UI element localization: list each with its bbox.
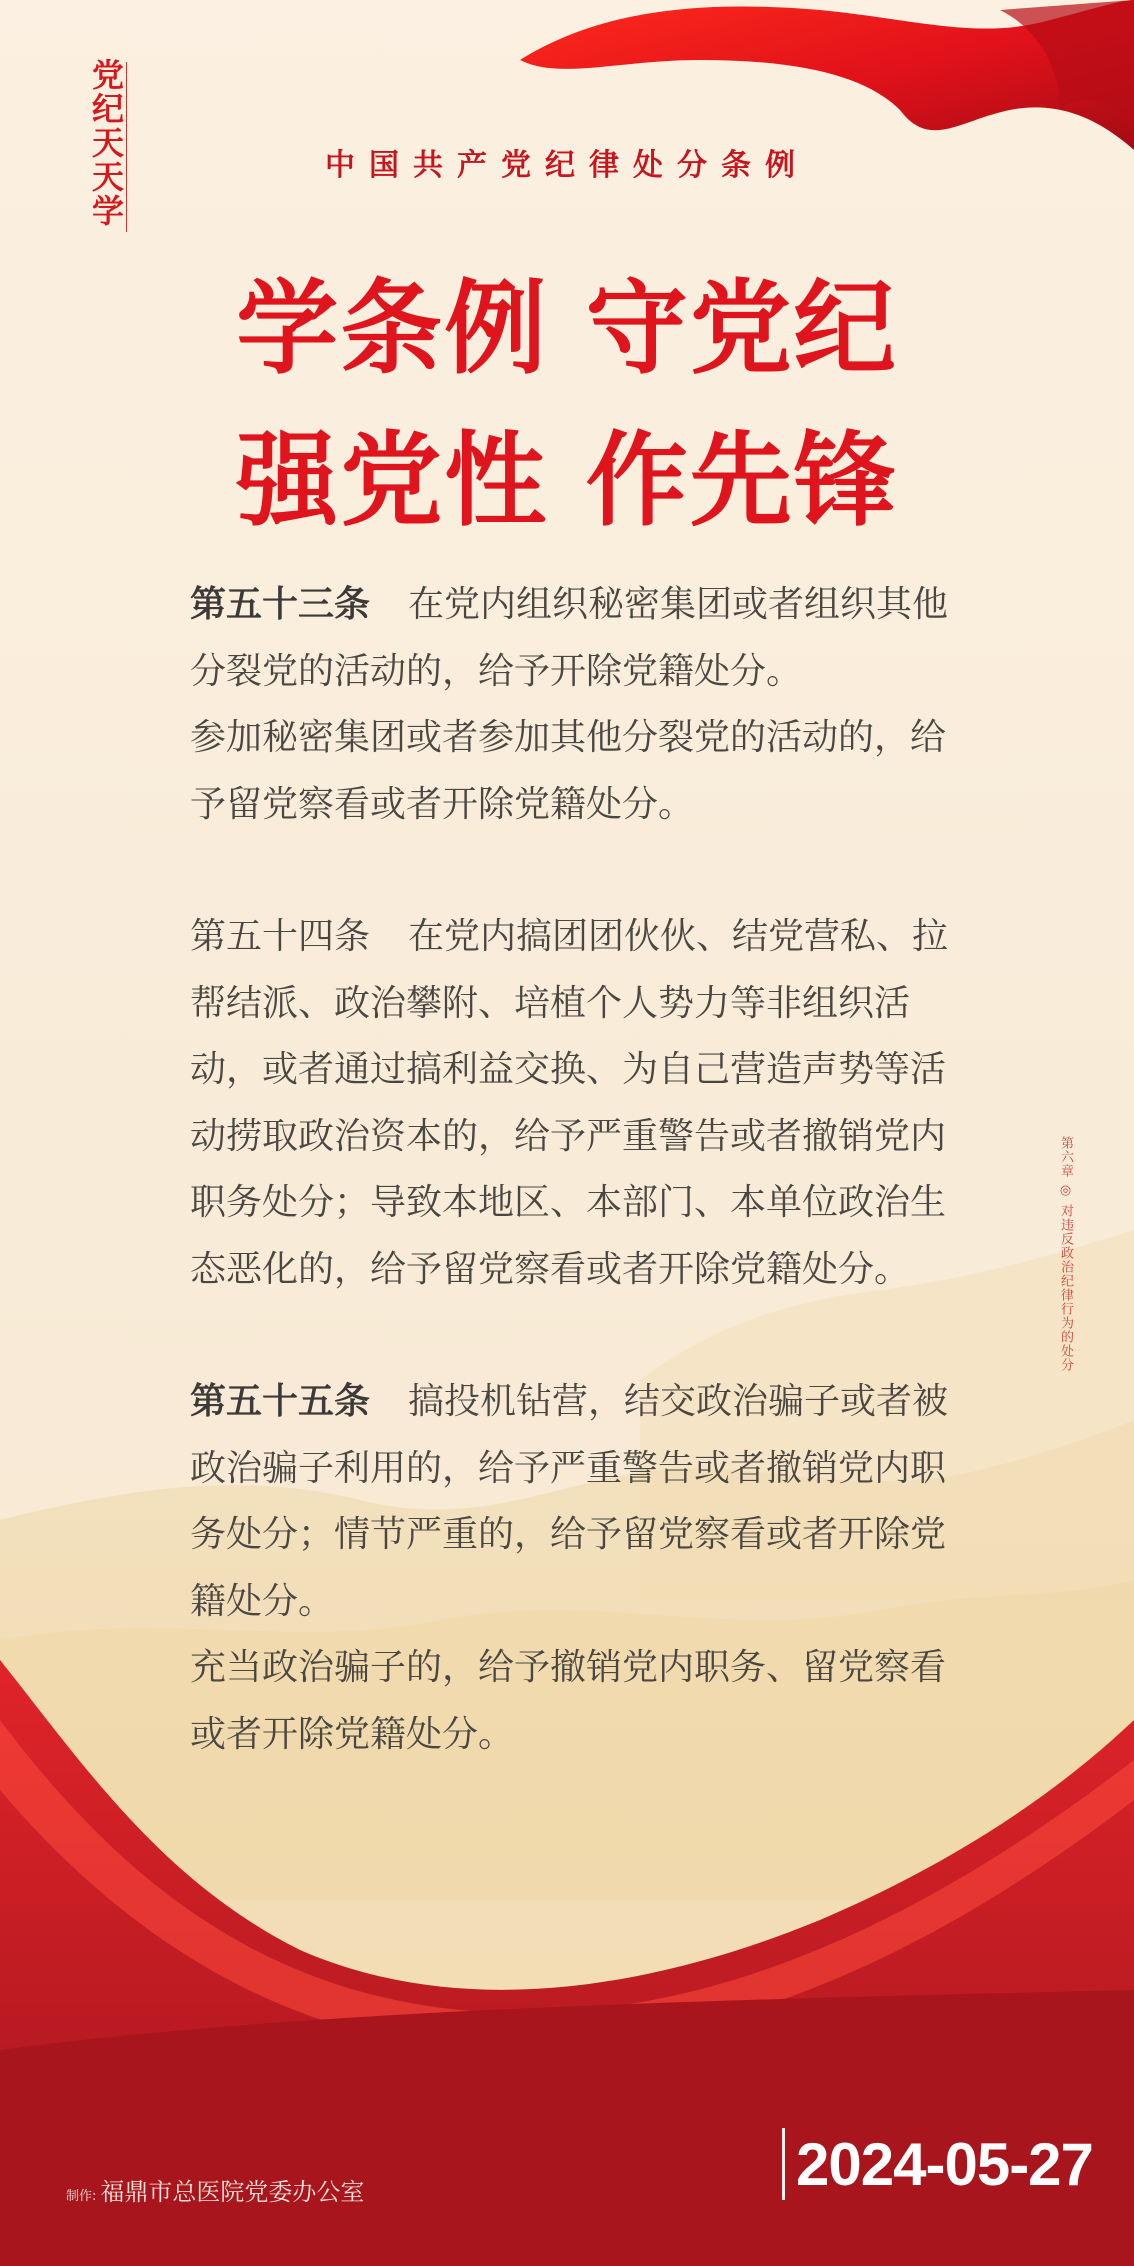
headline-line-2: 强党性 作先锋: [236, 422, 898, 541]
maker-label: 制作:: [66, 2189, 97, 2204]
regulation-title: 中国共产党纪律处分条例: [325, 148, 809, 183]
article-55: [190, 1369, 950, 1635]
article-text: 在党内组织秘密集团或者组织其他分裂党的活动的，给予开除党籍处分。: [190, 584, 949, 692]
article-text: 搞投机钻营，结交政治骗子或者被政治骗子利用的，给予严重警告或者撤销党内职务处分；情节严重的，给予留党察看或者开除党籍处分。: [190, 1381, 949, 1622]
article-55-extra: 充当政治骗子的，给予撤销党内职务、留党察看或者开除党籍处分。: [190, 1647, 947, 1755]
organization-name: 福鼎市总医院党委办公室: [100, 2178, 365, 2206]
chapter-side-note: 第六章 ◎ 对违反政治纪律行为的处分: [1058, 1136, 1073, 1373]
article-number: 第五十四条: [190, 916, 371, 957]
publish-date: 2024-05-27: [796, 2131, 1093, 2198]
article-text: 在党内搞团团伙伙、结党营私、拉帮结派、政治攀附、培植个人势力等非组织活动，或者通过搞利益交换、为自己营造声势等活动捞取政治资本的，给予严重警告或者撤销党内职务处分；导致本地区、本部门、本单位政治生态恶化的，给予留党察看或者开除党籍处分。: [190, 916, 949, 1290]
article-number: 第五十五条: [190, 1381, 371, 1422]
headline-line-1: 学条例 守党纪: [236, 270, 898, 389]
date-divider: [782, 2128, 785, 2200]
article-number: 第五十三条: [190, 584, 371, 625]
articles-body: [190, 572, 950, 1768]
brand-vertical: 党纪天天学: [87, 58, 125, 228]
article-54: [190, 904, 950, 1303]
footer-producer: [66, 2172, 364, 2207]
article-53: [190, 572, 950, 705]
article-53-extra: 参加秘密集团或者参加其他分裂党的活动的，给予留党察看或者开除党籍处分。: [190, 717, 947, 825]
